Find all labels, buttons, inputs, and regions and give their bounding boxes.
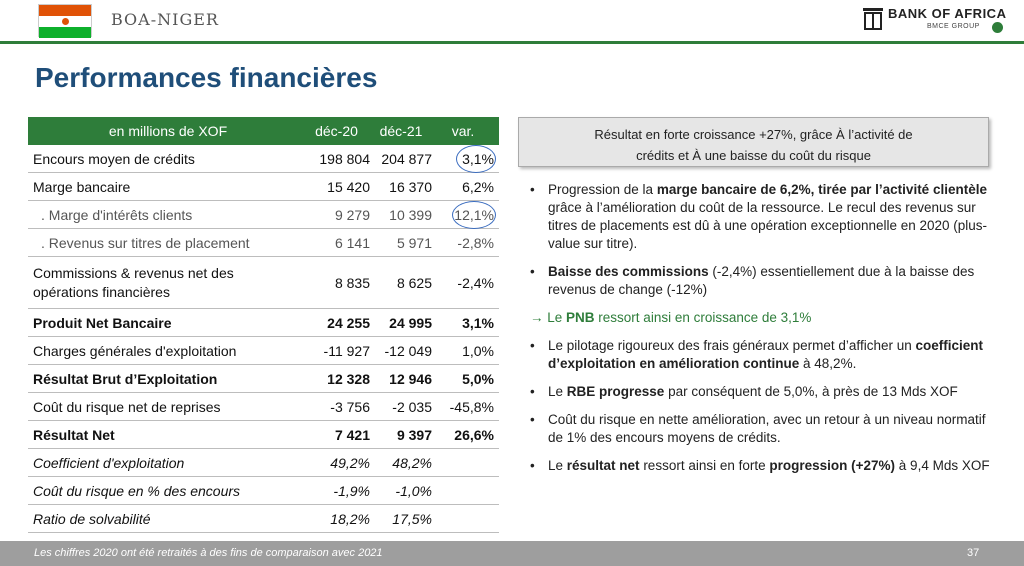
row-value-2020: 6 141 — [334, 234, 370, 251]
table-row — [28, 145, 499, 173]
list-item — [530, 337, 1000, 373]
row-variation — [432, 477, 494, 504]
row-value-2020: 8 835 — [334, 274, 370, 291]
header-var: var. — [451, 123, 475, 139]
row-label: Résultat Brut d’Exploitation — [33, 370, 218, 387]
row-value-2020: -1,9% — [333, 482, 370, 499]
row-value-2020: 12 328 — [327, 370, 370, 387]
row-value-2020: 7 421 — [334, 426, 370, 443]
bullet-text: Coût du risque en nette amélioration, avec un retour à un niveau normatif de 1% des encours moyens de crédits. — [548, 412, 986, 445]
bullet-text: Le — [548, 458, 567, 473]
row-variation — [432, 505, 494, 532]
header-divider — [0, 41, 1024, 44]
row-value-2021: -2 035 — [392, 398, 432, 415]
bullet-emphasis: Baisse des commissions — [548, 264, 709, 279]
arrow-text: → Le — [530, 310, 567, 325]
page-number: 37 — [967, 547, 980, 559]
table-row — [28, 229, 499, 257]
row-value-2021: 24 995 — [389, 314, 432, 331]
row-value-2021: 16 370 — [389, 178, 432, 195]
row-label: Résultat Net — [33, 426, 115, 443]
list-item-conclusion — [530, 309, 1000, 327]
bullet-icon: • — [530, 412, 535, 427]
row-value-2021: 8 625 — [396, 274, 432, 291]
row-label: Marge bancaire — [33, 178, 131, 195]
row-variation: -2,4% — [457, 274, 494, 291]
bullet-text: Progression de la — [548, 182, 657, 197]
table-row — [28, 393, 499, 421]
bullet-emphasis: RBE progresse — [566, 384, 665, 399]
row-value-2020: 24 255 — [327, 314, 370, 331]
bullet-text: à 48,2%. — [799, 356, 857, 371]
row-label: Coefficient d'exploitation — [33, 454, 185, 471]
row-variation: 1,0% — [462, 342, 494, 359]
row-variation — [432, 449, 494, 476]
highlight-circle — [452, 201, 496, 229]
header — [0, 0, 1024, 44]
bullet-text: (-2,4%) essentiellement due à la baisse des revenus de change (-12%) — [548, 264, 975, 297]
list-item — [530, 263, 1000, 299]
bullet-emphasis: progression (+27%) — [769, 458, 896, 473]
bullet-text: par conséquent de 5,0%, à près de 13 Mds XOF — [664, 384, 958, 399]
bullet-icon: • — [530, 384, 535, 399]
footer — [0, 541, 1024, 566]
row-variation: -2,8% — [457, 234, 494, 251]
list-item — [530, 457, 1000, 475]
row-variation: 3,1% — [462, 314, 494, 331]
row-value-2020: -11 927 — [323, 342, 370, 359]
bullet-text: Le pilotage rigoureux des frais généraux permet d’afficher un — [548, 338, 916, 353]
header-dec20: déc-20 — [315, 123, 358, 139]
row-value-2021: -12 049 — [384, 342, 432, 359]
leaf-icon — [992, 22, 1003, 33]
row-label: . Marge d'intérêts clients — [41, 206, 193, 223]
callout-line-2: crédits et À une baisse du coût du risque — [636, 148, 871, 163]
row-value-2021: 17,5% — [392, 510, 432, 527]
row-label: Coût du risque net de reprises — [33, 398, 221, 415]
bank-logo — [862, 6, 1012, 36]
row-value-2021: 10 399 — [389, 206, 432, 223]
row-variation: 3,1% — [462, 150, 494, 167]
page-title: Performances financières — [35, 62, 378, 93]
summary-callout — [518, 117, 989, 167]
row-variation: -45,8% — [449, 398, 494, 415]
bullet-icon: • — [530, 264, 535, 279]
table-row — [28, 365, 499, 393]
bullet-text: Le — [548, 384, 567, 399]
row-variation: 26,6% — [454, 426, 494, 443]
row-value-2021: -1,0% — [395, 482, 432, 499]
row-value-2020: 18,2% — [330, 510, 370, 527]
commentary-list — [530, 181, 1000, 485]
row-variation: 6,2% — [462, 178, 494, 195]
bullet-text: grâce à l’amélioration du coût de la ressource. Le recul des revenus sur titres de placements est dû à une opération exceptionnelle en 2020 (plus-value sur titre). — [548, 200, 988, 251]
bank-logo-icon — [862, 7, 884, 31]
list-item — [530, 181, 1000, 253]
bullet-emphasis: marge bancaire de 6,2%, tirée par l’activité clientèle — [656, 182, 987, 197]
header-dec21: déc-21 — [379, 123, 423, 139]
bank-logo-sub: BMCE GROUP — [927, 23, 980, 30]
table-row — [28, 449, 499, 477]
list-item — [530, 411, 1000, 447]
niger-flag-icon — [38, 4, 92, 37]
row-value-2020: 9 279 — [334, 206, 370, 223]
row-label: Commissions & revenus net des opérations financières — [33, 264, 234, 300]
bullet-text: ressort ainsi en croissance de 3,1% — [594, 310, 812, 325]
list-item — [530, 383, 1000, 401]
row-value-2021: 204 877 — [381, 150, 432, 167]
bullet-emphasis: PNB — [566, 310, 595, 325]
table-row — [28, 173, 499, 201]
header-unit: en millions de XOF — [108, 123, 228, 139]
row-value-2020: 15 420 — [327, 178, 370, 195]
bullet-text: à 9,4 Mds XOF — [895, 458, 990, 473]
row-label: . Revenus sur titres de placement — [41, 234, 250, 251]
footnote: Les chiffres 2020 ont été retraités à des fins de comparaison avec 2021 — [34, 547, 383, 559]
table-row — [28, 477, 499, 505]
bullet-icon: • — [530, 458, 535, 473]
table-row — [28, 505, 499, 533]
row-label: Coût du risque en % des encours — [33, 482, 241, 499]
row-label: Ratio de solvabilité — [33, 510, 151, 527]
row-value-2021: 48,2% — [392, 454, 432, 471]
table-row — [28, 257, 499, 309]
row-variation: 12,1% — [454, 206, 494, 223]
row-value-2020: -3 756 — [330, 398, 370, 415]
row-value-2021: 9 397 — [396, 426, 432, 443]
bullet-emphasis: résultat net — [566, 458, 640, 473]
table-header — [28, 117, 499, 145]
bullet-icon: • — [530, 182, 535, 197]
row-label: Charges générales d'exploitation — [33, 342, 237, 359]
callout-line-1: Résultat en forte croissance +27%, grâce À l’activité de — [594, 127, 913, 142]
row-value-2021: 12 946 — [389, 370, 432, 387]
brand-name: BOA-NIGER — [111, 10, 219, 29]
table-row — [28, 337, 499, 365]
financial-table — [28, 117, 499, 533]
table-row — [28, 309, 499, 337]
bullet-icon: • — [530, 338, 535, 353]
bullet-text: ressort ainsi en forte — [639, 458, 770, 473]
table-row — [28, 201, 499, 229]
bank-logo-name: BANK OF AFRICA — [888, 6, 1007, 21]
highlight-circle — [456, 145, 496, 173]
row-value-2020: 49,2% — [330, 454, 370, 471]
row-variation: 5,0% — [462, 370, 494, 387]
bullet-emphasis: coefficient d’exploitation en amélioration continue — [548, 338, 983, 371]
row-label: Encours moyen de crédits — [33, 150, 195, 167]
table-row — [28, 421, 499, 449]
row-label: Produit Net Bancaire — [33, 314, 172, 331]
row-value-2020: 198 804 — [319, 150, 370, 167]
row-value-2021: 5 971 — [396, 234, 432, 251]
